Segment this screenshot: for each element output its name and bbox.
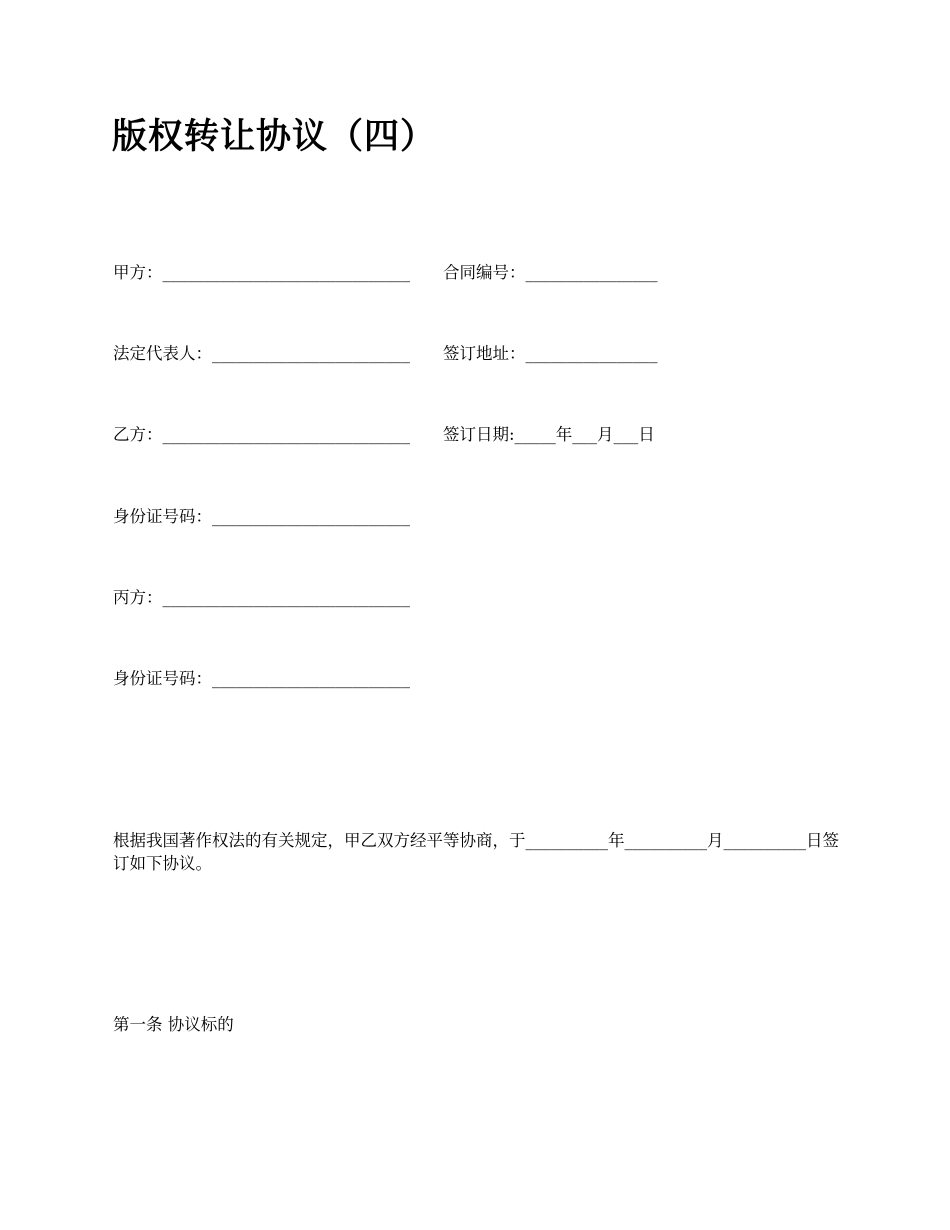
id-number-field-2: 身份证号码：________________________: [113, 669, 410, 688]
legal-representative-field: 法定代表人：________________________: [113, 344, 410, 363]
party-b-field: 乙方：______________________________: [113, 425, 410, 444]
signing-date-field: 签订日期:_____年___月___日: [443, 425, 655, 444]
party-c-field: 丙方：______________________________: [113, 588, 410, 607]
preamble-paragraph: 根据我国著作权法的有关规定，甲乙双方经平等协商，于__________年__________月__________日签订如下协议。: [113, 831, 839, 873]
contract-number-field: 合同编号：________________: [443, 263, 658, 282]
party-a-field: 甲方：______________________________: [113, 263, 410, 282]
article-1-heading: 第一条 协议标的: [113, 1015, 234, 1034]
signing-place-field: 签订地址：________________: [443, 344, 658, 363]
document-title: 版权转让协议（四）: [112, 116, 437, 157]
id-number-field-1: 身份证号码：________________________: [113, 507, 410, 526]
